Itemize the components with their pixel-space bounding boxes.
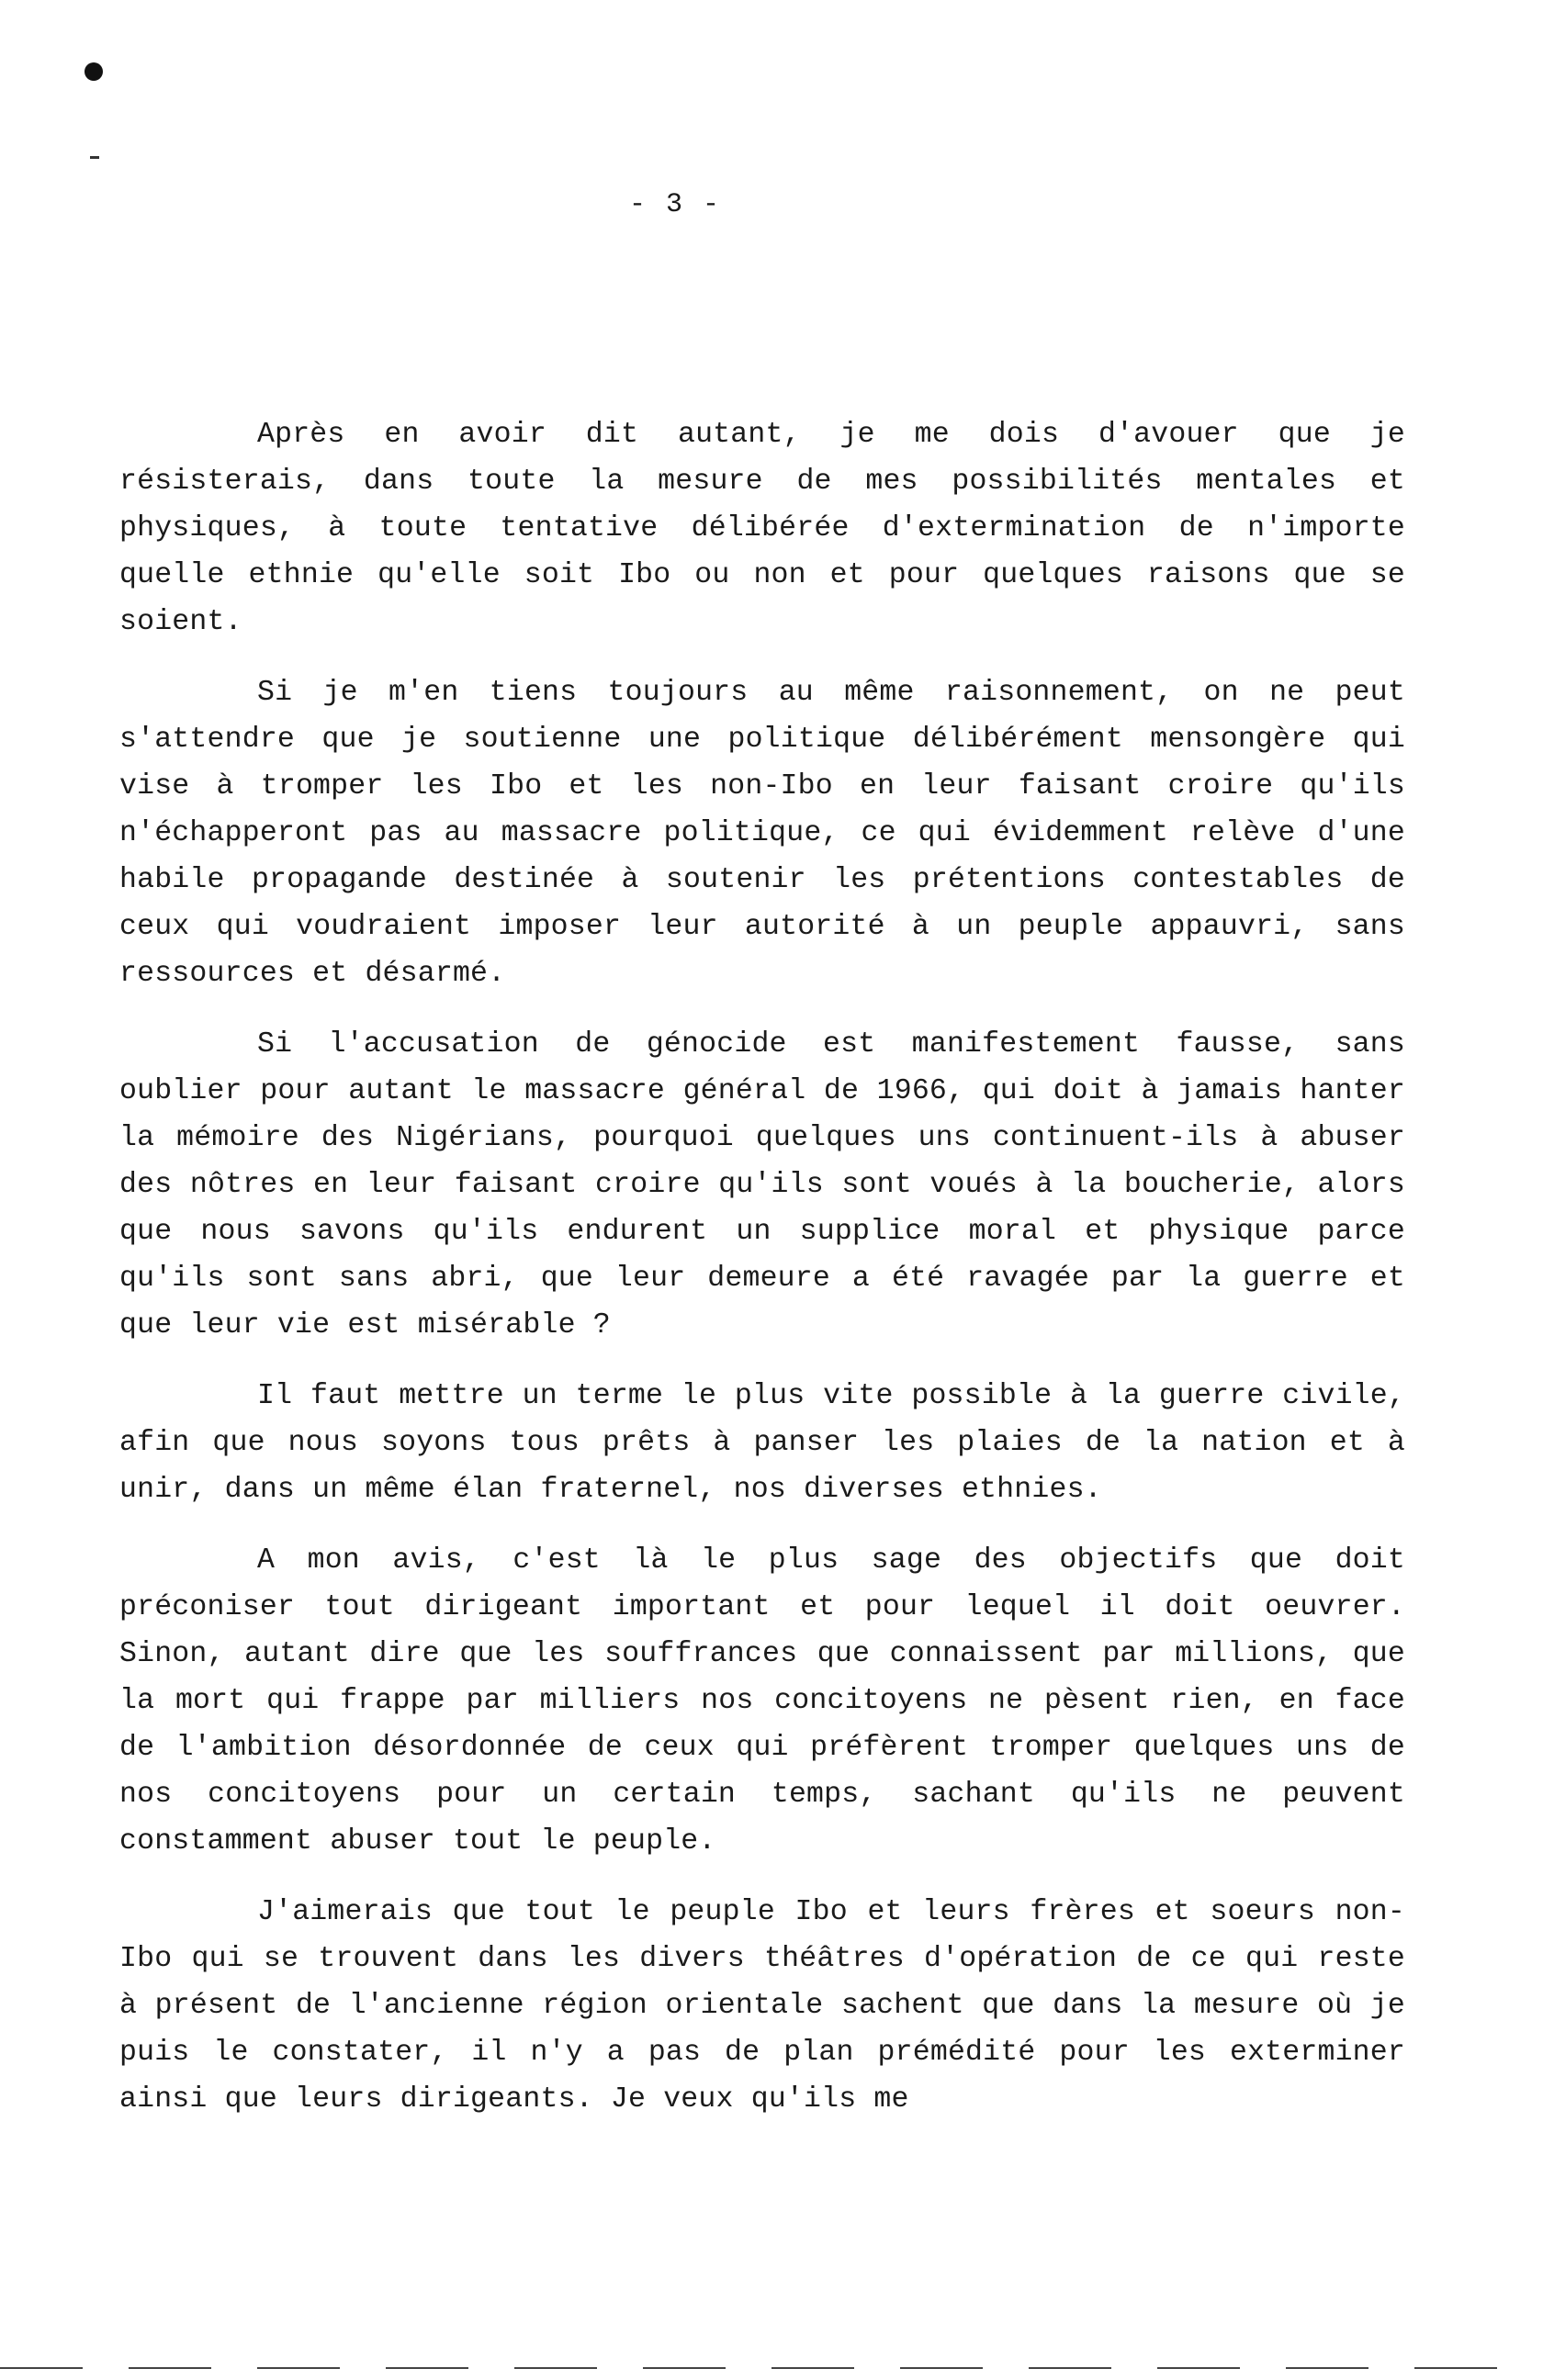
page-number: - 3 - bbox=[628, 189, 721, 220]
body-text bbox=[119, 411, 1405, 2147]
paragraph: J'aimerais que tout le peuple Ibo et leurs frères et soeurs non-Ibo qui se trouvent dans les divers théâtres d'opération de ce qui reste à présent de l'ancienne région orientale sachent que dans la mesure où je puis le constater, il n'y a pas de plan prémédité pour les exterminer ainsi que leurs dirigeants. Je veux qu'ils me bbox=[119, 1896, 1405, 2116]
paragraph: Il faut mettre un terme le plus vite possible à la guerre civile, afin que nous soyons tous prêts à panser les plaies de la nation et à unir, dans un même élan fraternel, nos diverses ethnies. bbox=[119, 1380, 1405, 1506]
margin-mark bbox=[90, 156, 99, 159]
paragraph: A mon avis, c'est là le plus sage des objectifs que doit préconiser tout dirigeant important et pour lequel il doit oeuvrer. Sinon, autant dire que les souffrances que connaissent par millions, que la mort qui frappe par milliers nos concitoyens ne pèsent rien, en face de l'ambition désordonnée de ceux qui préfèrent tromper quelques uns de nos concitoyens pour un certain temps, sachant qu'ils ne peuvent constamment abuser tout le peuple. bbox=[119, 1544, 1405, 1858]
punch-hole-mark bbox=[84, 62, 103, 81]
paragraph: Si l'accusation de génocide est manifestement fausse, sans oublier pour autant le massacre général de 1966, qui doit à jamais hanter la mémoire des Nigérians, pourquoi quelques uns continuent-ils à abuser des nôtres en leur faisant croire qu'ils sont voués à la boucherie, alors que nous savons qu'ils endurent un supplice moral et physique parce qu'ils sont sans abri, que leur demeure a été ravagée par la guerre et que leur vie est misérable ? bbox=[119, 1028, 1405, 1342]
paragraph: Si je m'en tiens toujours au même raisonnement, on ne peut s'attendre que je soutienne une politique délibérément mensongère qui vise à tromper les Ibo et les non-Ibo en leur faisant croire qu'ils n'échapperont pas au massacre politique, ce qui évidemment relève d'une habile propagande destinée à soutenir les prétentions contestables de ceux qui voudraient imposer leur autorité à un peuple appauvri, sans ressources et désarmé. bbox=[119, 677, 1405, 990]
paragraph: Après en avoir dit autant, je me dois d'avouer que je résisterais, dans toute la mesure de mes possibilités mentales et physiques, à toute tentative délibérée d'extermination de n'importe quelle ethnie qu'elle soit Ibo ou non et pour quelques raisons que se soient. bbox=[119, 419, 1405, 638]
footer-rule bbox=[0, 2367, 1543, 2369]
